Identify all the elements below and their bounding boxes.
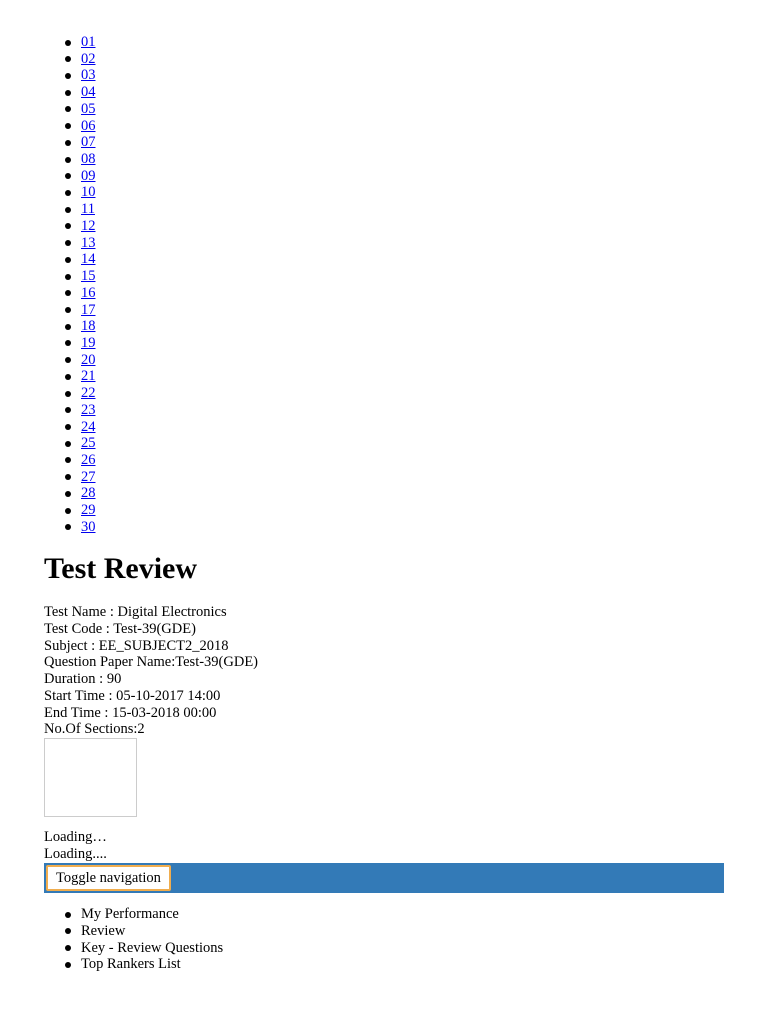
question-link[interactable]: 11 [81,201,95,218]
question-link[interactable]: 25 [81,435,96,452]
question-link[interactable]: 04 [81,84,96,101]
list-item [0,502,200,519]
list-item [0,352,200,369]
list-item [0,435,200,452]
question-link[interactable]: 20 [81,351,96,368]
list-item [0,67,200,84]
list-item [0,335,200,352]
loading-indicator [44,829,107,863]
question-link[interactable]: 10 [81,184,96,201]
question-number-list [0,34,200,536]
test-name: Test Name : Digital Electronics [44,604,227,620]
question-link[interactable]: 12 [81,217,96,234]
nav-menu-item[interactable]: My Performance [0,906,223,923]
question-link[interactable]: 18 [81,318,96,335]
list-item [0,485,200,502]
list-item [0,385,200,402]
question-link[interactable]: 26 [81,451,96,468]
toggle-navigation-button[interactable]: Toggle navigation [46,865,171,891]
list-item [0,251,200,268]
list-item [0,184,200,201]
list-item [0,201,200,218]
navbar [44,863,724,893]
question-link[interactable]: 27 [81,468,96,485]
question-link[interactable]: 23 [81,401,96,418]
question-link[interactable]: 06 [81,117,96,134]
nav-menu-item[interactable]: Top Rankers List [0,956,223,973]
subject: Subject : EE_SUBJECT2_2018 [44,637,229,654]
list-item [0,469,200,486]
list-item [0,34,200,51]
question-link[interactable]: 16 [81,284,96,301]
nav-menu-item[interactable]: Key - Review Questions [0,940,223,957]
question-link[interactable]: 08 [81,151,96,168]
nav-menu-item[interactable]: Review [0,923,223,940]
question-link[interactable]: 17 [81,301,96,318]
list-item [0,519,200,536]
number-of-sections: No.Of Sections:2 [44,721,145,738]
question-link[interactable]: 29 [81,502,96,519]
nav-menu [0,906,223,973]
list-item [0,134,200,151]
question-link[interactable]: 05 [81,100,96,117]
end-time: End Time : 15-03-2018 00:00 [44,704,217,721]
list-item [0,452,200,469]
test-code: Test Code : Test-39(GDE) [44,620,196,637]
question-link[interactable]: 24 [81,418,96,435]
question-link[interactable]: 14 [81,251,96,268]
loading-text: Loading.... [44,846,107,862]
list-item [0,368,200,385]
duration: Duration : 90 [44,671,122,687]
question-link[interactable]: 13 [81,234,96,251]
question-link[interactable]: 28 [81,485,96,502]
question-link[interactable]: 19 [81,334,96,351]
list-item [0,402,200,419]
list-item [0,318,200,335]
list-item [0,235,200,252]
list-item [0,419,200,436]
list-item [0,268,200,285]
list-item [0,285,200,302]
list-item [0,302,200,319]
question-paper-name: Question Paper Name:Test-39(GDE) [44,654,259,671]
image-placeholder [44,738,137,817]
list-item [0,151,200,168]
test-info [44,604,258,738]
list-item [0,218,200,235]
question-link[interactable]: 22 [81,385,96,402]
question-link[interactable]: 02 [81,50,96,67]
question-link[interactable]: 03 [81,67,96,84]
question-link[interactable]: 15 [81,268,96,285]
page-title: Test Review [44,552,198,585]
list-item [0,84,200,101]
list-item [0,118,200,135]
question-link[interactable]: 21 [81,368,96,385]
start-time: Start Time : 05-10-2017 14:00 [44,687,221,704]
question-link[interactable]: 09 [81,167,96,184]
list-item [0,168,200,185]
question-link[interactable]: 01 [81,34,96,50]
list-item [0,101,200,118]
loading-text: Loading… [44,829,107,845]
list-item [0,51,200,68]
question-link[interactable]: 30 [81,518,96,535]
question-link[interactable]: 07 [81,134,96,151]
